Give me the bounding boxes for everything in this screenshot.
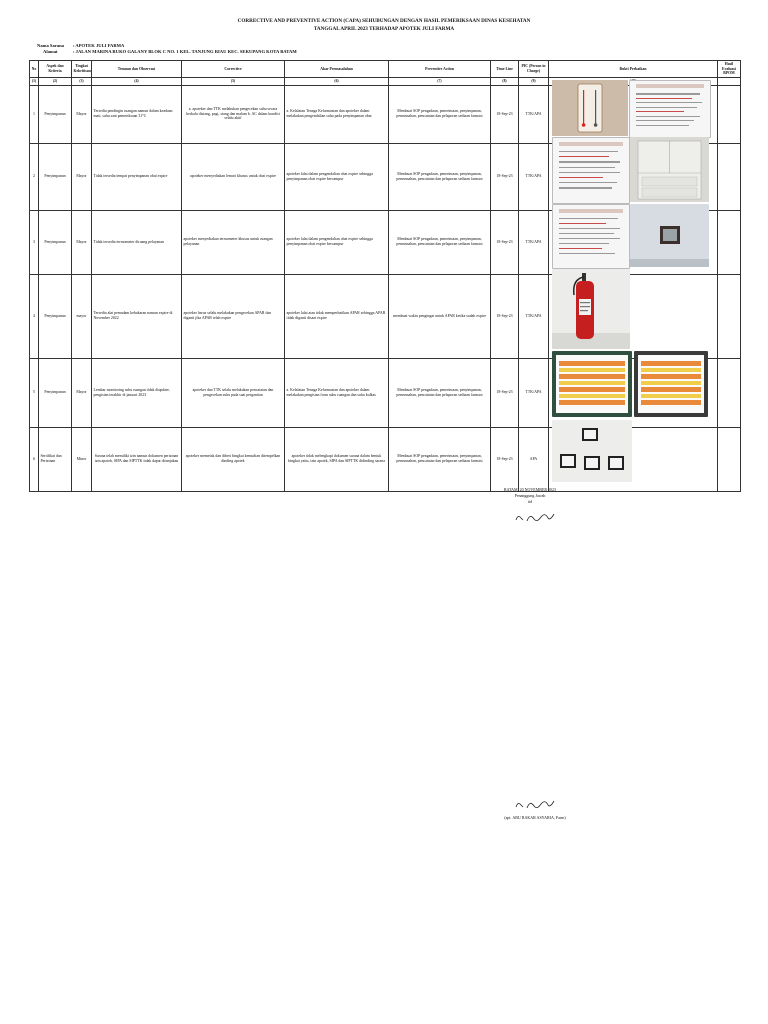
cell-preventive: Membuat SOP pengadaan, penerimaan, penyimpanan, pemusnahan, pencatatan dan pelaporan sediaan farmasi: [389, 210, 491, 274]
cell-no: 4: [30, 274, 39, 358]
cell-hasil: [718, 274, 741, 358]
cell-temuan: Tersedia alat pemadam kebakaran namun expire di November 2022: [92, 274, 182, 358]
cell-hasil: [718, 85, 741, 143]
col-header: Akar Permasalahan: [285, 61, 389, 78]
cell-tingkat: Mayor: [72, 358, 92, 427]
col-number: (9): [519, 77, 549, 85]
temperature-log-photo: [552, 351, 632, 417]
col-header: Hasil Evaluasi BPOM: [718, 61, 741, 78]
col-header: Temuan dan Observasi: [92, 61, 182, 78]
cell-preventive: membuat waktu pengingat untuk APAR ketika sudah expire: [389, 274, 491, 358]
cell-aspek: Penyimpanan: [39, 274, 72, 358]
thermometer-photo: [552, 80, 628, 136]
cell-aspek: Penyimpanan: [39, 85, 72, 143]
cell-preventive: Membuat SOP pengadaan, penerimaan, penyimpanan, pemusnahan, pencatatan dan pelaporan sediaan farmasi: [389, 427, 491, 491]
col-number: [718, 77, 741, 85]
cell-tingkat: mayor: [72, 274, 92, 358]
cell-akar: apoteker lalai atau tidak memperhatikan APAR sehingga APAR tidak diganti disaat expire: [285, 274, 389, 358]
cell-corrective: apoteker memetak dan diberi bingkai kemudian ditempelkan dinding apotek: [182, 427, 285, 491]
cell-aspek: Sertifikat dan Perizinan: [39, 427, 72, 491]
col-number: (5): [182, 77, 285, 85]
signature-image: [512, 796, 558, 812]
cell-hasil: [718, 143, 741, 210]
col-header: No: [30, 61, 39, 78]
table-row: [30, 427, 741, 491]
col-number: (1): [30, 77, 39, 85]
col-number: (7): [389, 77, 491, 85]
document-title-line1: CORRECTIVE AND PREVENTIVE ACTION (CAPA) SEHUBUNGAN DENGAN HASIL PEMERIKSAAN DINAS KESEHATAN: [237, 18, 531, 24]
name-label: Nama Sarana: [37, 43, 64, 48]
cell-pic: TTK/APA: [519, 274, 549, 358]
framed-certificates-photo: [552, 420, 632, 482]
wall-thermometer-photo: [630, 204, 709, 267]
document-title-line2: TANGGAL APRIL 2023 TERHADAP APOTEK JULI FARMA: [313, 26, 455, 32]
cell-corrective: apoteker menyediakan lemari khusus untuk obat expire: [182, 143, 285, 210]
signer-name: (apt. ABU BAKAR ASYARIA, Farm): [504, 815, 566, 820]
cell-corrective: apoteker menyediakan termometer khusus untuk ruangan pelayanan: [182, 210, 285, 274]
cell-no: 5: [30, 358, 39, 427]
col-number: (8): [491, 77, 519, 85]
cell-preventive: Membuat SOP pengadaan, penerimaan, penyimpanan, pemusnahan, pencatatan dan pelaporan sediaan farmasi: [389, 358, 491, 427]
cell-tingkat: Mayor: [72, 143, 92, 210]
fire-extinguisher-photo: [552, 269, 630, 349]
cell-tingkat: Minor: [72, 427, 92, 491]
cell-tingkat: Mayor: [72, 85, 92, 143]
cell-preventive: Membuat SOP pengadaan, penerimaan, penyimpanan, pemusnahan, pencatatan dan pelaporan sediaan farmasi: [389, 85, 491, 143]
cell-timeline: 18-Sep-23: [491, 274, 519, 358]
cell-no: 3: [30, 210, 39, 274]
cell-temuan: Tidak tersedia tempat penyimpanan obat expire: [92, 143, 182, 210]
cell-no: 6: [30, 427, 39, 491]
cell-pic: TTK/APA: [519, 85, 549, 143]
cell-hasil: [718, 358, 741, 427]
col-header: Preventive Action: [389, 61, 491, 78]
col-header: Bukti Perbaikan: [549, 61, 718, 78]
name-value: : APOTEK JULI FARMA: [73, 43, 125, 48]
col-number: (4): [92, 77, 182, 85]
cell-aspek: Penyimpanan: [39, 358, 72, 427]
cell-timeline: 18-Sep-23: [491, 210, 519, 274]
cell-akar: a. Kelalaian Tenaga Kefarmasian dan apoteker dalam melakukan pengisian form suhu ruangan dan suhu kulkas: [285, 358, 389, 427]
sop-document-scan: [552, 137, 630, 204]
cell-no: 2: [30, 143, 39, 210]
signature-image: [512, 509, 558, 525]
temperature-log-photo: [634, 351, 708, 417]
cabinet-photo: [630, 137, 709, 202]
col-header: PIC (Person in Charge): [519, 61, 549, 78]
cell-tingkat: Mayor: [72, 210, 92, 274]
col-number: (3): [72, 77, 92, 85]
cell-akar: apoteker lalai dalam pengendalian obat expire sehingga penyimpanan obat expire bercampur: [285, 210, 389, 274]
col-number: (2): [39, 77, 72, 85]
cell-no: 1: [30, 85, 39, 143]
table-row: [30, 274, 741, 358]
cell-hasil: [718, 427, 741, 491]
cell-pic: APA: [519, 427, 549, 491]
cell-akar: apoteker lalai dalam pengendalian obat expire sehingga penyimpanan obat expire bercampur: [285, 143, 389, 210]
cell-preventive: Membuat SOP pengadaan, penerimaan, penyimpanan, pemusnahan, pencatatan dan pelaporan sediaan farmasi: [389, 143, 491, 210]
cell-pic: TTK/APA: [519, 210, 549, 274]
col-header: Tingkat Kekritisan: [72, 61, 92, 78]
col-header: Time Line: [491, 61, 519, 78]
cell-aspek: Penyimpanan: [39, 210, 72, 274]
cell-corrective: apoteker dan TTK selalu melakukan pencatatan dan pengecekan suhu pada saat pergantian: [182, 358, 285, 427]
col-number: (6): [285, 77, 389, 85]
sop-document-scan: [629, 80, 711, 138]
sop-document-scan: [552, 204, 630, 269]
address-value: : JALAN MARINA RUKO GALANY BLOK C NO. 1 KEL. TANJUNG RIAU KEC. SEKUPANG KOTA BATAM: [73, 49, 297, 54]
cell-temuan: Tidak tersedia termometer diruang pelayanan: [92, 210, 182, 274]
cell-timeline: 18-Sep-23: [491, 358, 519, 427]
cell-aspek: Penyimpanan: [39, 143, 72, 210]
address-label: Alamat: [43, 49, 58, 54]
cell-akar: a. Kelalaian Tenaga Kefarmasian dan apoteker dalam melakukan pengendalian suhu pada penyimpanan obat: [285, 85, 389, 143]
col-header: Aspek dan Kriteria: [39, 61, 72, 78]
ttd-label: ttd: [527, 499, 533, 504]
cell-temuan: Sarana telah memiliki izin namun dokumen perizinan izin apotek, SIPA dan SIPTTK tidak dapat ditunjukan: [92, 427, 182, 491]
cell-corrective: a. apoteker dan TTK melakukan pengecekan suhu secara berkala disiang, pagi, siang dan malam b. AC dalam kondisi selalu aktif: [182, 85, 285, 143]
col-header: Corrective: [182, 61, 285, 78]
cell-corrective: apoteker harus selalu melakukan pengecekan APAR dan diganti jika APAR telah expire: [182, 274, 285, 358]
cell-akar: apoteker tidak melengkapi dokumen sarana dalam bentuk bingkai yaitu, izin apotek, SIPA dan SIPTTK didinding sarana: [285, 427, 389, 491]
cell-timeline: 18-Sep-23: [491, 143, 519, 210]
cell-timeline: 18-Sep-23: [491, 427, 519, 491]
cell-timeline: 18-Sep-23: [491, 85, 519, 143]
signer-role: Penanggung Jawab: [514, 493, 546, 498]
place-date: BATAM, 20 NOVEMBER 2023: [503, 487, 557, 492]
cell-pic: TTK/APA: [519, 358, 549, 427]
cell-temuan: Lembar monitoring suhu ruangan tidak diupdate, pengisian terakhir di januari 2023: [92, 358, 182, 427]
cell-pic: TTK/APA: [519, 143, 549, 210]
cell-hasil: [718, 210, 741, 274]
header-row: [30, 61, 741, 78]
cell-temuan: Tersedia pendingin ruangan namun dalam keadaan mati, suhu saat pemeriksaan 31⁰C: [92, 85, 182, 143]
